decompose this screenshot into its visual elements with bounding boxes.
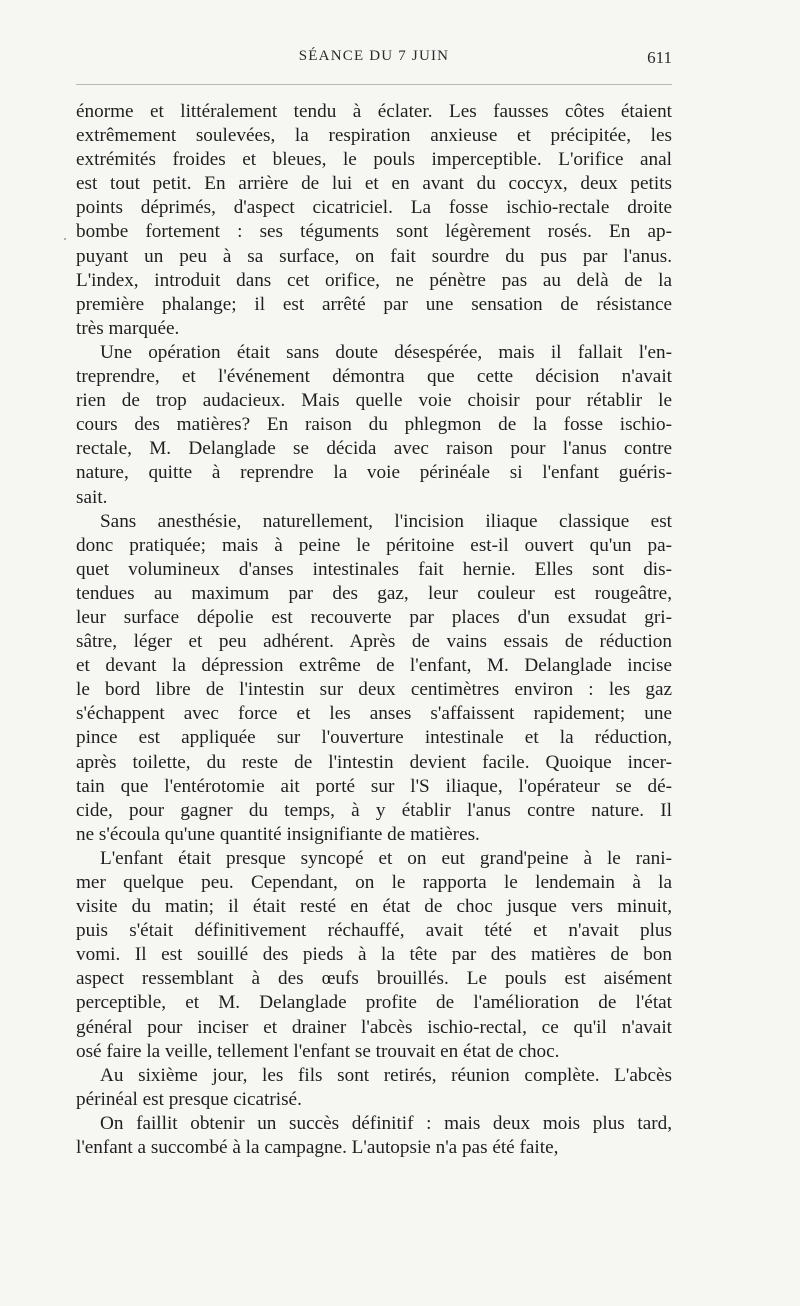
text-line: périnéal est presque cicatrisé. [76,1088,302,1110]
text-line: osé faire la veille, tellement l'enfant se trouvait en état de choc. [76,1040,560,1062]
text-line: perceptible, et M. Delanglade profite de l'amélioration de l'état [76,992,672,1014]
text-line: le bord libre de l'intestin sur deux centimètres environ : les gaz [76,679,672,701]
text-line: sâtre, léger et peu adhérent. Après de vains essais de réduction [76,631,672,653]
text-line: après toilette, du reste de l'intestin devient facile. Quoique incer- [76,751,672,773]
text-line: Une opération était sans doute désespérée, mais il fallait l'en- [100,341,672,363]
text-line: Au sixième jour, les fils sont retirés, réunion complète. L'abcès [100,1064,672,1086]
text-line: très marquée. [76,317,180,339]
text-line: visite du matin; il était resté en état de choc jusque vers minuit, [76,896,672,918]
body-text [76,100,672,1160]
text-line: aspect ressemblant à des œufs brouillés. Le pouls est aisément [76,968,672,990]
print-speck [64,238,66,240]
paragraph [76,341,672,510]
page-number: 611 [647,48,672,67]
text-line: vomi. Il est souillé des pieds à la tête par des matières de bon [76,944,672,966]
text-line: puyant un peu à sa surface, on fait sourdre du pus par l'anus. [76,245,672,267]
text-line: quet volumineux d'anses intestinales fait hernie. Elles sont dis- [76,558,672,580]
text-line: pince est appliquée sur l'ouverture intestinale et la réduction, [76,727,672,749]
text-line: mer quelque peu. Cependant, on le rapporta le lendemain à la [76,872,672,893]
text-line: rectale, M. Delanglade se décida avec raison pour l'anus contre [76,438,672,460]
paragraph [76,1064,672,1112]
text-line: énorme et littéralement tendu à éclater. Les fausses côtes étaient [76,101,672,122]
text-line: extrémités froides et bleues, le pouls imperceptible. L'orifice anal [76,149,672,171]
text-line: tendues au maximum par des gaz, leur couleur est rougeâtre, [76,582,672,604]
paragraph [76,1112,672,1160]
text-line: cide, pour gagner du temps, à y établir l'anus contre nature. Il [76,799,672,821]
text-line: nature, quitte à reprendre la voie périnéale si l'enfant guéris- [76,462,672,484]
text-line: donc pratiquée; mais à peine le péritoine est-il ouvert qu'un pa- [76,534,672,556]
text-line: général pour inciser et drainer l'abcès ischio-rectal, ce qu'il n'avait [76,1016,672,1038]
text-line: treprendre, et l'événement démontra que cette décision n'avait [76,366,672,388]
text-line: première phalange; il est arrêté par une sensation de résistance [76,293,672,315]
paragraph [76,847,672,1064]
page-header [76,48,672,72]
text-line: est tout petit. En arrière de lui et en avant du coccyx, deux petits [76,173,672,195]
running-title: SÉANCE DU 7 JUIN [298,48,450,64]
text-line: points déprimés, d'aspect cicatriciel. La fosse ischio-rectale droite [76,197,672,219]
text-line: Sans anesthésie, naturellement, l'incision iliaque classique est [100,510,672,532]
text-line: extrêmement soulevées, la respiration anxieuse et précipitée, les [76,125,672,147]
text-line: et devant la dépression extrême de l'enfant, M. Delanglade incise [76,655,672,677]
text-line: L'index, introduit dans cet orifice, ne pénètre pas au delà de la [76,269,672,291]
text-line: sait. [76,486,108,508]
text-line: leur surface dépolie est recouverte par places d'un exsudat gri- [76,606,672,628]
paragraph [76,510,672,847]
text-line: ne s'écoula qu'une quantité insignifiante de matières. [76,823,480,845]
text-line: L'enfant était presque syncopé et on eut grand'peine à le rani- [100,847,672,869]
text-line: On faillit obtenir un succès définitif : mais deux mois plus tard, [100,1112,672,1134]
text-line: bombe fortement : ses téguments sont légèrement rosés. En ap- [76,221,672,243]
text-line: s'échappent avec force et les anses s'affaissent rapidement; une [76,703,672,725]
text-line: rien de trop audacieux. Mais quelle voie choisir pour rétablir le [76,390,672,412]
text-line: puis s'était définitivement réchauffé, avait tété et n'avait plus [76,920,672,942]
text-line: tain que l'entérotomie ait porté sur l'S iliaque, l'opérateur se dé- [76,775,672,797]
text-line: l'enfant a succombé à la campagne. L'autopsie n'a pas été faite, [76,1137,559,1159]
paragraph [76,100,672,341]
header-rule [76,84,672,85]
text-line: cours des matières? En raison du phlegmon de la fosse ischio- [76,414,672,436]
